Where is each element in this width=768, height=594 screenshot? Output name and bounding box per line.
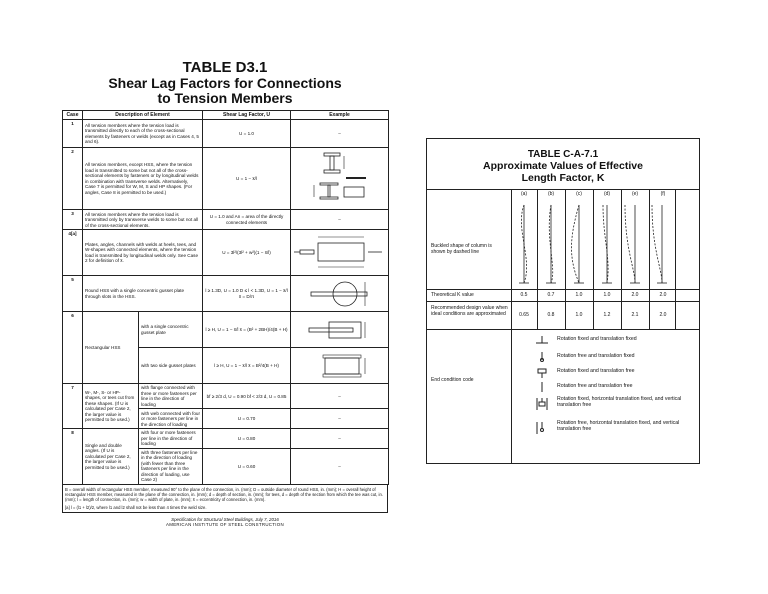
example-cell: – (291, 120, 389, 148)
case-sub-description: with web connected with four or more fasteners per line in the direction of loading (139, 409, 203, 429)
specification-line: Specification for Structural Steel Buildings, July 7, 2016 (171, 516, 279, 522)
case-number: 5 (63, 276, 83, 312)
case-number: 4[a] (63, 230, 83, 276)
theoretical-value-a: 0.5 (520, 292, 528, 298)
example-cell (291, 148, 389, 210)
shear-lag-value: U = 0.80 (203, 429, 291, 449)
recommended-value-f: 2.0 (659, 312, 667, 318)
recommended-label: Recommended design value when ideal conditions are approximated (431, 305, 508, 318)
theoretical-value-f: 2.0 (659, 292, 667, 298)
column-header-f: (f) (660, 191, 666, 197)
case-sub-description: with two side gusset plates (139, 348, 203, 384)
column-header-d: (d) (603, 191, 611, 197)
right-title-line-2: Approximate Values of Effective (483, 160, 643, 172)
case-4-figure (294, 233, 386, 273)
case-description: Round HSS with a single concentric gusset plate through slots in the HSS. (83, 276, 203, 312)
shear-lag-value: U = 1.0 (203, 120, 291, 148)
end-condition-label: End condition code (431, 377, 474, 383)
header-description: Description of Element (83, 111, 203, 120)
shear-lag-value: U = 1.0 and An = area of the directly connected elements (203, 210, 291, 230)
footnote-a: [a] l = (l1 + l2)/2, where l1 and l2 shall not be less than 4 times the weld size. (65, 504, 207, 510)
buckled-shape-label: Buckled shape of column is shown by dashed line (431, 243, 492, 256)
table-d3-1-title (62, 60, 388, 106)
shear-lag-value: U = 0.70 (203, 409, 291, 429)
shear-lag-value: U = 0.60 (203, 448, 291, 484)
case-number: 8 (63, 429, 83, 485)
case-description: Single and double angles. (If U is calculated per Case 2, the larger value is permitted to be used.) (83, 429, 139, 485)
shear-lag-value: U = 1 − x̄/l (203, 148, 291, 210)
header-row (63, 111, 389, 120)
shear-lag-table (62, 110, 389, 485)
theoretical-k-label: Theoretical K value (431, 292, 474, 298)
case-sub-description: with four or more fasteners per line in the direction of loading (139, 429, 203, 449)
case-6b-figure (305, 352, 375, 380)
shear-lag-value: l ≥ H, U = 1 − x̄/l x̄ = B²/4(B + H) (203, 348, 291, 384)
example-cell (291, 230, 389, 276)
fixed-fixed-icon (535, 335, 549, 347)
header-example: Example (291, 111, 389, 120)
shear-lag-value: l ≥ 1.3D, U = 1.0 D ≤ l < 1.3D, U = 1 − x̄/l x̄ = D/π (203, 276, 291, 312)
recommended-value-b: 0.8 (547, 312, 555, 318)
example-cell: – (291, 448, 389, 484)
pin-icon (535, 351, 549, 363)
recommended-value-e: 2.1 (631, 312, 639, 318)
free-end-icon (535, 381, 549, 393)
theoretical-value-b: 0.7 (547, 292, 555, 298)
case-description: Plates, angles, channels with welds at heels, tees, and W-shapes with connected elements, where the tension load is transmitted by longitudinal welds only. See Case 2 for definition of x̄. (83, 230, 203, 276)
grid-line (511, 329, 512, 463)
table-row (63, 230, 389, 276)
example-cell (291, 312, 389, 348)
shear-lag-value: bf ≥ 2/3 d, U = 0.90 bf < 2/3 d, U = 0.85 (203, 384, 291, 409)
case-sub-description: with three fasteners per line in the direction of loading (with fewer than three fasteners per line in the direction of loading, use Case 2) (139, 448, 203, 484)
legend-item: Rotation free, horizontal translation fixed, and vertical translation free (557, 420, 680, 433)
recommended-value-a: 0.65 (519, 312, 529, 318)
case-description: W-, M-, S- or HP-shapes, or tees cut from these shapes. (If U is calculated per Case 2, the larger value is permitted to be used.) (83, 384, 139, 429)
example-cell: – (291, 384, 389, 409)
case-sub-description: with a single concentric gusset plate (139, 312, 203, 348)
legend-item: Rotation fixed and translation free (557, 368, 635, 374)
guided-free-icon (535, 421, 549, 435)
table-d3-1 (62, 60, 388, 527)
theoretical-value-d: 1.0 (603, 292, 611, 298)
case-description: All tension members where the tension load is transmitted only by transverse welds to some but not all of the cross-sectional elements. (83, 210, 203, 230)
legend-item: Rotation free and translation free (557, 383, 633, 389)
header-case: Case (63, 111, 83, 120)
table-row (63, 429, 389, 449)
case-description: All tension members, except HSS, where the tension load is transmitted to some but not all of the cross-sectional elements by fasteners or by longitudinal welds in combination with transverse welds. Alternatively, Case 7 is permitted for W, M, S and HP shapes. (For angles, Case 8 is permitted to be used.) (83, 148, 203, 210)
title-line-2: Shear Lag Factors for Connections (108, 75, 342, 92)
case-description: All tension members where the tension load is transmitted directly to each of the cross-sectional elements by fasteners or welds (except as in Cases 4, 5 and 6). (83, 120, 203, 148)
case-number: 1 (63, 120, 83, 148)
shear-lag-value: l ≥ H, U = 1 − x̄/l x̄ = (B² + 2BH)/4(B + H) (203, 312, 291, 348)
table-footnote (62, 485, 388, 513)
title-line-3: to Tension Members (157, 90, 293, 107)
theoretical-value-e: 2.0 (631, 292, 639, 298)
column-header-e: (e) (631, 191, 639, 197)
publisher-line: AMERICAN INSTITUTE OF STEEL CONSTRUCTION (166, 521, 284, 527)
recommended-value-d: 1.2 (603, 312, 611, 318)
column-header-c: (c) (576, 191, 582, 197)
footnote-definitions: B = overall width of rectangular HSS member, measured 90° to the plane of the connection, in. (mm); D = outside diameter of round HSS, in. (mm); H = overall height of rectangular HSS member, measured in the plane of the connection, in. (mm); d = depth of section, in. (mm); for tees, d = depth of the section from which the tee was cut, in. (mm); l = length of connection, in. (mm); w = width of plate, in. (mm); x̄ = eccentricity of connection, in. (mm). (65, 486, 383, 503)
table-row (63, 312, 389, 348)
legend-item: Rotation free and translation fixed (557, 353, 635, 359)
example-cell: – (291, 210, 389, 230)
example-cell (291, 276, 389, 312)
title-line-1: TABLE D3.1 (182, 59, 268, 76)
table-row (63, 384, 389, 409)
guided-fixed-icon (535, 397, 549, 411)
case-6a-figure (305, 316, 375, 344)
theoretical-value-c: 1.0 (575, 292, 583, 298)
case-5-figure (305, 278, 375, 310)
legend-item: Rotation fixed, horizontal translation fixed, and vertical translation free (557, 396, 682, 409)
example-cell: – (291, 409, 389, 429)
recommended-value-c: 1.0 (575, 312, 583, 318)
grid-line (427, 289, 699, 290)
case-number: 7 (63, 384, 83, 429)
legend-item: Rotation fixed and translation fixed (557, 336, 637, 342)
example-cell (291, 348, 389, 384)
grid-line (427, 329, 699, 330)
table-c-a-7-1 (426, 138, 700, 464)
case-description: Rectangular HSS (83, 312, 139, 384)
case-2-figure (310, 151, 370, 207)
grid-line (427, 301, 699, 302)
table-row (63, 210, 389, 230)
table-row (63, 148, 389, 210)
case-sub-description: with flange connected with three or more fasteners per line in the direction of loading (139, 384, 203, 409)
case-number: 3 (63, 210, 83, 230)
right-title-line-1: TABLE C-A-7.1 (527, 149, 599, 160)
column-header-a: (a) (520, 191, 528, 197)
case-number: 6 (63, 312, 83, 384)
column-header-b: (b) (547, 191, 555, 197)
right-title-line-3: Length Factor, K (521, 172, 605, 185)
roller-fixed-icon (535, 367, 549, 379)
header-shear-lag: Shear Lag Factor, U (203, 111, 291, 120)
buckled-shapes-figure (511, 199, 699, 289)
shear-lag-value: U = 3l²/(3l² + w²)(1 − x̄/l) (203, 230, 291, 276)
table-row (63, 120, 389, 148)
example-cell: – (291, 429, 389, 449)
case-number: 2 (63, 148, 83, 210)
grid-line (427, 189, 699, 190)
table-row (63, 276, 389, 312)
